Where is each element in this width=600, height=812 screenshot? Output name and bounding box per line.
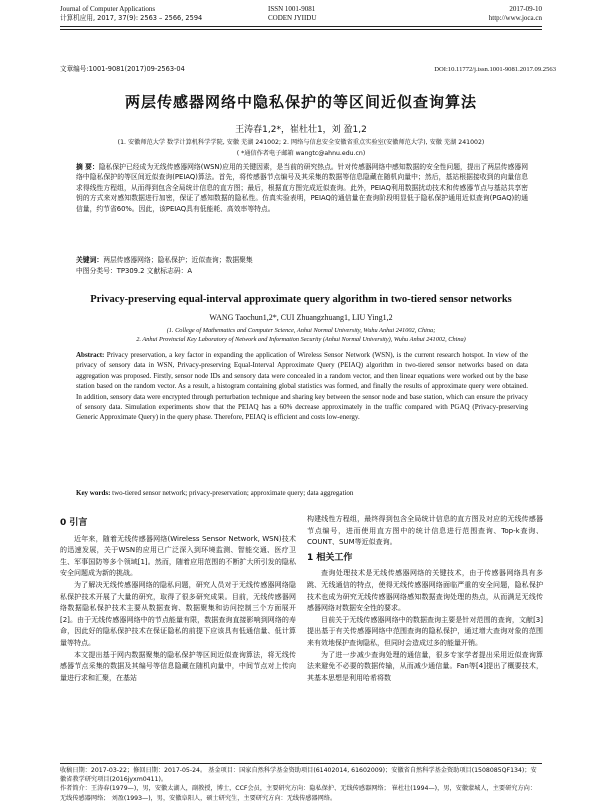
abstract-cn <box>76 162 528 214</box>
authors-cn: 王涛春1,2*，崔杜壮1，刘 盈1,2 <box>235 125 367 135</box>
doi: DOI:10.11772/j.issn.1001-9081.2017.09.2563 <box>434 66 556 73</box>
coden: CODEN JYIIDU <box>268 14 317 22</box>
clc-number: 中图分类号：TP309.2 文献标志码：A <box>76 267 193 275</box>
keywords-en <box>76 488 528 498</box>
keywords-cn <box>76 255 528 265</box>
corresponding-email-cn: ( *通信作者电子邮箱 wangtc@ahnu.edu.cn) <box>236 150 366 157</box>
keywords-cn-body: 两层传感器网络；隐私保护；近似查询；数据聚集 <box>103 256 253 264</box>
abstract-en-body: Privacy preservation, a key factor in expanding the application of Wireless Sensor Network (WSN), is the current research hotspot. In view of the privacy of sensory data in WSN, Privacy-preserving Equal-Interval Approximate Query (PEIAQ) algorithm in two-tiered sensor networks based on data aggregation was proposed. Firstly, sensor node IDs and sensory data were concealed in a random vector, and then linear equations were worked out by the base station based on the random vector. As a result, a histogram containing global statistics was formed, and finally the results of approximate query were obtained. In addition, sensory data were encrypted through perturbation technique and sharing key between the sensor node and base station, which can ensure the privacy of sensory data. Simulation experiments show that the PEIAQ has a 60% decrease approximately in the traffic compared with PGAQ (Privacy-preserving Generic Approximate Query) in the query phase. Therefore, PEIAQ is efficient and costs low-energy. <box>76 351 528 422</box>
keywords-cn-label: 关键词： <box>76 256 104 264</box>
footnote-authors: 作者简介：王涛春(1979—)，男，安徽太湖人，副教授，博士，CCF会员，主要研究方向：隐私保护、无线传感器网络； 崔杜壮(1994—)，男，安徽蒙城人，主要研究方向：无线传感器网络； 刘盈(1993—)，男，安徽阜阳人，硕士研究生，主要研究方向：无线传感器网络。 <box>60 785 537 802</box>
section-introduction-heading: 0 引言 <box>60 518 88 528</box>
paper-title-cn: 两层传感器网络中隐私保护的等区间近似查询算法 <box>124 93 477 111</box>
keywords-en-body: two-tiered sensor network; privacy-preservation; approximate query; data aggregation <box>112 489 354 497</box>
section-related-work-heading: 1 相关工作 <box>307 552 353 563</box>
footnote-received: 收稿日期：2017-03-22；修回日期：2017-05-24。 基金项目：国家自然科学基金资助项目(61402014, 61602009)；安徽省自然科学基金资助项目(1508085QF134)；安徽省教学研究项目(2016jyxm0411)。 <box>60 767 537 784</box>
abstract-en-label: Abstract: <box>76 351 105 359</box>
keywords-en-label: Key words: <box>76 489 111 497</box>
journal-name-en: Journal of Computer Applications <box>60 5 156 13</box>
right-column <box>307 514 543 758</box>
issue-date: 2017-09-10 <box>509 5 542 13</box>
intro-paragraph-1: 近年来，随着无线传感器网络(Wireless Sensor Network, WSN)技术的迅速发展，关于WSN的应用已广泛深入到环境监测、智能交通、医疗卫生、军事国防等多个领域[1]。然而，随着应用范围的不断扩大所引发的隐私安全问题成为新的挑战。 <box>60 534 296 578</box>
affiliation-en-1: (1. College of Mathematics and Computer Science, Anhui Normal University, Wuhu Anhui 241002, China; <box>166 327 436 334</box>
intro-paragraph-2: 为了解决无线传感器网络的隐私问题，研究人员对于无线传感器网络隐私保护技术开展了大量的研究，取得了很多研究成果。目前，无线传感器网络数据隐私保护技术主要从数据查询、数据聚集和访问控制三个方面展开[2]。由于无线传感器网络中的节点能量有限，数据查询直接影响到网络的寿命，因此好的隐私保护技术在保证隐私的前提下应该具有低通信量、低计算量等特点。 <box>60 580 296 647</box>
related-paragraph-2: 目前关于无线传感器网络中的数据查询主要是针对范围的查询，文献[3]提出基于有关传感器网络中范围查询的隐私保护，通过增大查询对象的范围来有效地保护查询隐私，但同时会造成过多的能量开销。 <box>307 615 543 647</box>
authors-en: WANG Taochun1,2*, CUI Zhuangzhuang1, LIU Ying1,2 <box>209 313 393 322</box>
header-rule-thin <box>60 29 542 30</box>
affiliations-cn: (1. 安徽师范大学 数学计算机科学学院, 安徽 芜湖 241002; 2. 网络与信息安全安徽省重点实验室(安徽师范大学), 安徽 芜湖 241002) <box>117 139 485 146</box>
abstract-cn-label: 摘 要： <box>76 163 99 171</box>
abstract-en <box>76 350 528 423</box>
footnote-rule <box>60 763 542 764</box>
paper-title-en: Privacy-preserving equal-interval approximate query algorithm in two-tiered sensor networks <box>90 294 512 305</box>
affiliation-en-2: 2. Anhui Provincial Key Laboratory of Network and Information Security (Anhui Normal University), Wuhu Anhui 241002, China) <box>136 336 466 343</box>
related-paragraph-3: 为了进一步减少查询处理的通信量，很多专家学者提出采用近似查询算法来避免不必要的数据传输，从而减少通信量。Fan等[4]提出了概要技术，其基本思想是利用哈希将数 <box>307 650 543 682</box>
journal-citation-cn: 计算机应用, 2017, 37(9): 2563 – 2566, 2594 <box>60 14 203 22</box>
intro-paragraph-continued: 构建线性方程组，最终得到包含全局统计信息的直方图及对应的无线传感器节点编号，进而使用直方图中的统计信息进行范围查询、Top-k查询、COUNT、SUM等近似查询。 <box>307 515 543 547</box>
footnotes <box>60 766 542 810</box>
left-column <box>60 514 296 758</box>
header-rule <box>60 26 542 27</box>
abstract-cn-body: 隐私保护已经成为无线传感器网络(WSN)应用的关键因素，是当前的研究热点。针对传感器网络中感知数据的安全性问题，提出了两层传感器网络中隐私保护的等区间近似查询(PEIAQ)算法。首先，将传感器节点编号及其采集的数据等信息隐藏在随机向量中；然后，基站根据接收到的向量信息求得线性方程组，从而得到包含全局统计信息的直方图；最后，根据直方图完成近似查询。此外，PEIAQ利用数据扰动技术和传感器节点与基站共享密钥的方式来对感知数据进行加密，保证了感知数据的隐私性。仿真实验表明，PEIAQ的通信量在查询阶段明显低于隐私保护通用近似查询(PGAQ)的通信量，约节省60%。因此，该PEIAQ具有低能耗、高效率等特点。 <box>76 163 528 213</box>
related-paragraph-1: 查询处理技术是无线传感器网络的关键技术，由于传感器网络具有多跳、无线通信的特点，使得无线传感器网络面临严重的安全问题，隐私保护技术也成为研究无线传感器网络感知数据查询处理的热点，从而满足无线传感器网络对数据安全性的要求。 <box>307 569 543 613</box>
journal-url[interactable]: http://www.joca.cn <box>488 14 542 22</box>
issn: ISSN 1001-9081 <box>268 5 316 13</box>
intro-paragraph-3: 本文提出基于网内数据聚集的隐私保护等区间近似查询算法，将无线传感器节点采集的数据及其编号等信息隐藏在随机向量中，中间节点对上传向量进行求和汇聚，在基站 <box>60 650 296 682</box>
article-id: 文章编号:1001-9081(2017)09-2563-04 <box>60 65 185 73</box>
